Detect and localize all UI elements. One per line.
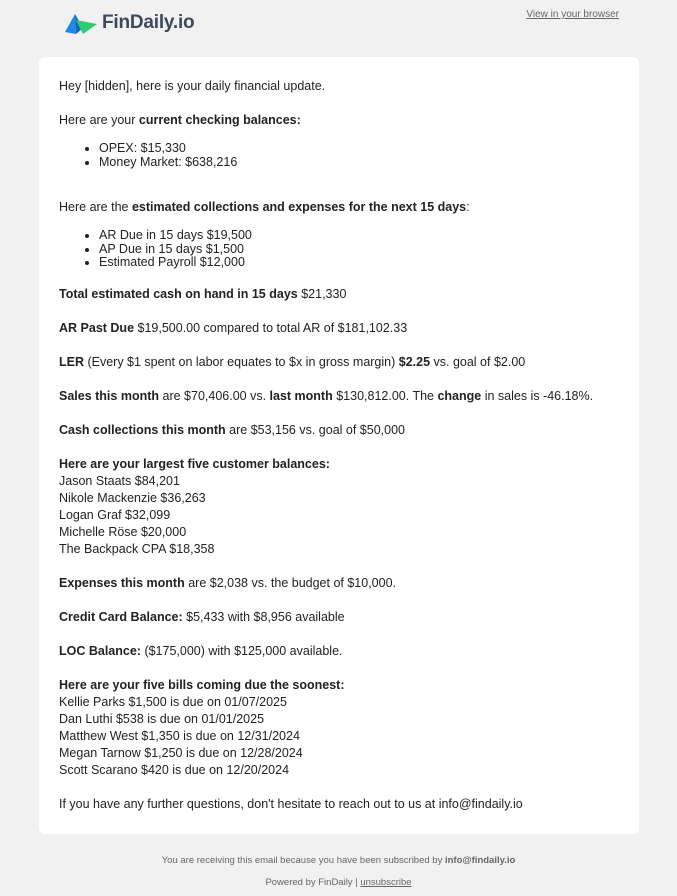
forecast-list [59,229,619,270]
collections-line: Cash collections this month are $53,156 vs. goal of $50,000 [59,422,405,437]
ler-line: LER (Every $1 spent on labor equates to $x in gross margin) $2.25 vs. goal of $2.00 [59,354,526,369]
list-item: Nikole Mackenzie $36,263 [59,490,206,505]
email-body-card [39,57,639,834]
paper-plane-logo-icon [63,10,99,36]
footer-powered-by: Powered by FinDaily | unsubscribe [265,877,412,888]
email-header [0,0,677,56]
list-item: • Money Market: $638,216 [99,156,619,170]
list-item: Kellie Parks $1,500 is due on 01/07/2025 [59,694,287,709]
balances-list [59,142,619,169]
customers-list [59,473,619,558]
list-item: • AR Due in 15 days $19,500 [99,229,619,243]
credit-card-line: Credit Card Balance: $5,433 with $8,956 available [59,609,345,624]
sales-line: Sales this month are $70,406.00 vs. last month $130,812.00. The change in sales is -46.18%. [59,388,594,403]
list-item: • OPEX: $15,330 [99,142,619,156]
customers-title: Here are your largest five customer balances: [59,456,330,471]
cash-on-hand: Total estimated cash on hand in 15 days $21,330 [59,286,347,301]
list-item: Scott Scarano $420 is due on 12/20/2024 [59,762,290,777]
bills-list [59,694,619,779]
list-item: • Estimated Payroll $12,000 [99,256,619,270]
list-item: Logan Graf $32,099 [59,507,171,522]
subscriber-email: info@findaily.io [444,855,516,866]
loc-line: LOC Balance: ($175,000) with $125,000 available. [59,643,343,658]
list-item: • AP Due in 15 days $1,500 [99,243,619,257]
bills-title: Here are your five bills coming due the soonest: [59,677,345,692]
greeting: Hey [hidden], here is your daily financial update. [59,79,326,93]
list-item: Dan Luthi $538 is due on 01/01/2025 [59,711,265,726]
forecast-intro: Here are the estimated collections and expenses for the next 15 days: [59,200,470,214]
expenses-line: Expenses this month are $2,038 vs. the budget of $10,000. [59,575,397,590]
list-item: Megan Tarnow $1,250 is due on 12/28/2024 [59,745,303,760]
brand-name: FinDaily.io [102,12,195,33]
list-item: Michelle Röse $20,000 [59,524,187,539]
unsubscribe-link[interactable]: unsubscribe [360,877,412,888]
balances-intro: Here are your current checking balances: [59,113,301,127]
view-in-browser-link[interactable]: View in your browser [526,9,619,20]
ar-past-due: AR Past Due $19,500.00 compared to total AR of $181,102.33 [59,320,408,335]
list-item: Jason Staats $84,201 [59,473,180,488]
footer-subscription-notice: You are receiving this email because you have been subscribed by info@findaily.io [161,855,516,866]
brand-logo[interactable] [63,10,194,36]
closing-line: If you have any further questions, don't hesitate to reach out to us at info@findaily.io [59,796,523,811]
list-item: Matthew West $1,350 is due on 12/31/2024 [59,728,300,743]
list-item: The Backpack CPA $18,358 [59,541,215,556]
